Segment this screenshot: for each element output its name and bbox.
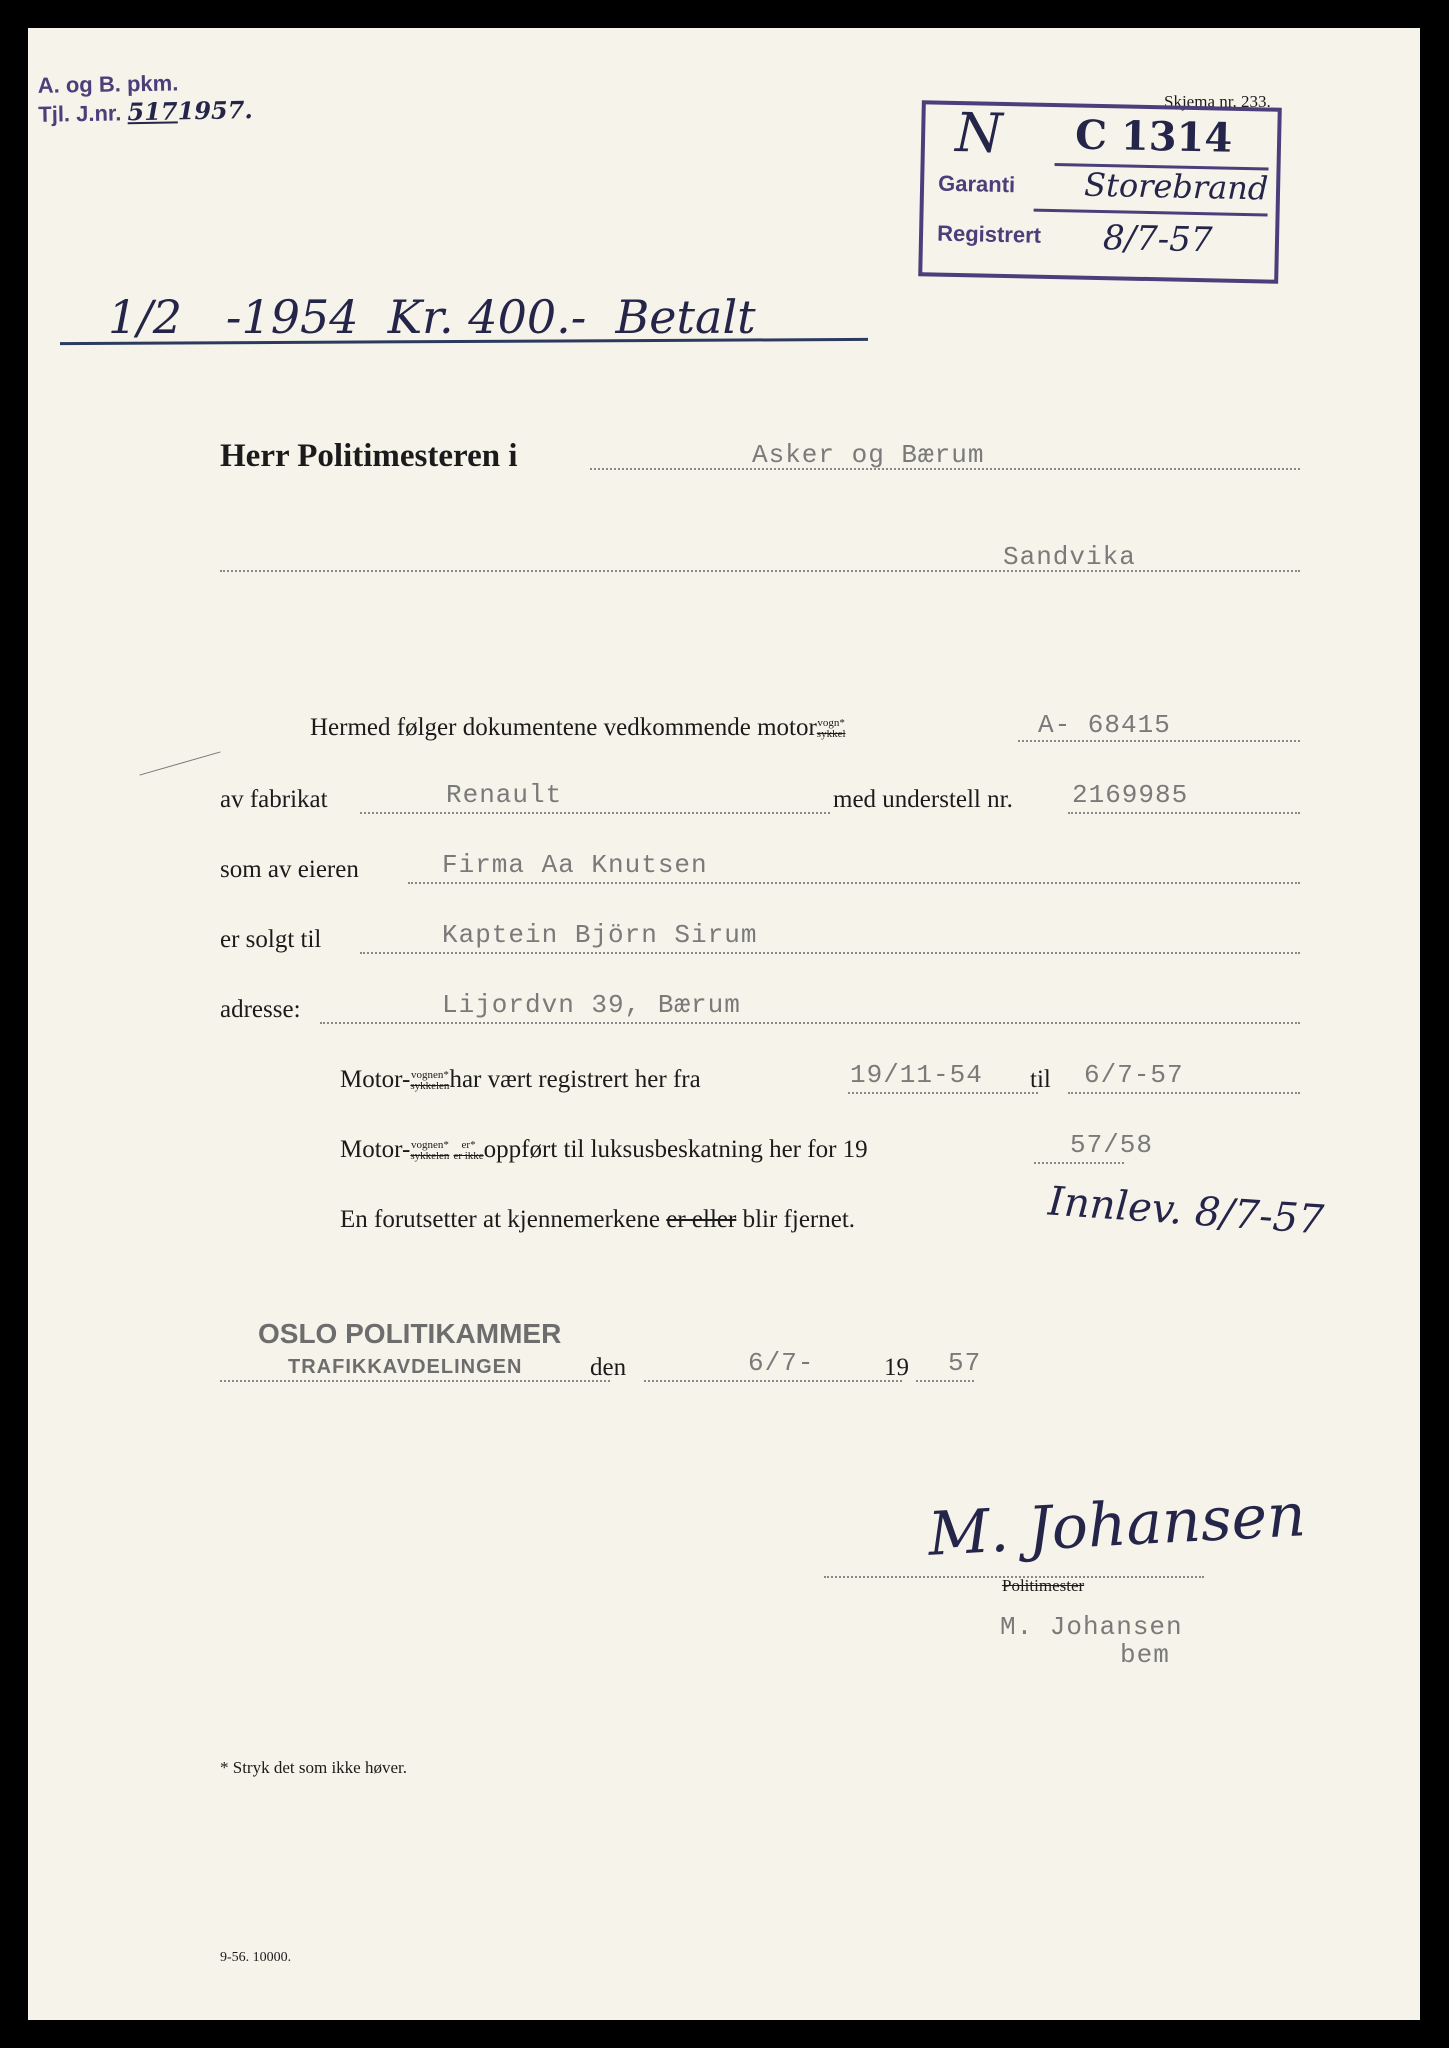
fabrikat-label: av fabrikat	[220, 786, 328, 813]
lux-sup-1: vognen*	[410, 1139, 449, 1152]
lux-year-value: 57/58	[1070, 1130, 1154, 1160]
stamp-number: C 1314	[1074, 111, 1233, 162]
lux-struck-2: er ikke	[453, 1150, 484, 1163]
margin-mark	[139, 751, 220, 775]
stamp-line2	[38, 96, 253, 129]
form-number: Skjema nr. 233.	[1164, 92, 1271, 111]
lux-options-2	[453, 1140, 483, 1162]
reg-number-value: A- 68415	[1038, 710, 1171, 740]
addressee-label: Herr Politimesteren i	[220, 438, 518, 474]
form-page	[28, 28, 1420, 2020]
reg-period-struck: sykkelen	[410, 1080, 450, 1093]
registrert-label: Registrert	[936, 220, 1042, 248]
registrert-value: 8/7-57	[1102, 218, 1213, 261]
sold-label: er solgt til	[220, 926, 322, 953]
signature-handwritten: M. Johansen	[926, 1480, 1308, 1570]
reg-to-line	[1068, 1092, 1300, 1094]
registration-period-text	[340, 1066, 701, 1094]
reg-period-options	[410, 1070, 449, 1092]
footnote: * Stryk det som ikke høver.	[220, 1758, 407, 1777]
stamp-line2-number: 517	[127, 96, 178, 127]
lux-text: oppført til luksusbeskatning her for 19	[483, 1136, 868, 1163]
reg-from-value: 19/11-54	[850, 1060, 983, 1090]
plates-handwritten: Innlev. 8/7-57	[1046, 1178, 1326, 1244]
lux-sup-2: er*	[461, 1139, 476, 1152]
office-stamp-line2: TRAFIKKAVDELINGEN	[288, 1356, 523, 1378]
reg-period-sup: vognen*	[410, 1069, 449, 1082]
plates-text2: blir fjernet.	[742, 1206, 856, 1233]
fabrikat-value: Renault	[446, 780, 563, 810]
fabrikat-line	[360, 812, 830, 814]
addressee-city: Sandvika	[1003, 542, 1136, 572]
stamp-divider-2	[1034, 209, 1268, 217]
reg-number-line	[1018, 740, 1300, 742]
date-den-label: den	[590, 1354, 627, 1381]
date-year-value: 57	[948, 1348, 982, 1378]
addressee-line2	[220, 570, 1300, 572]
office-line	[220, 1380, 610, 1382]
reg-til-label: til	[1030, 1066, 1051, 1093]
understell-value: 2169985	[1072, 780, 1189, 810]
sold-line	[360, 952, 1300, 954]
addressee-value: Asker og Bærum	[752, 440, 985, 470]
vehicle-intro-struck: sykkel	[816, 728, 846, 741]
luxury-tax-text	[340, 1136, 868, 1164]
sold-value: Kaptein Björn Sirum	[442, 920, 758, 950]
date-day-line	[644, 1380, 902, 1382]
lux-struck-1: sykkelen	[410, 1150, 450, 1163]
lux-options-1	[410, 1140, 449, 1162]
stamp-mark: N	[954, 100, 1004, 165]
reg-period-text: har vært registrert her fra	[449, 1066, 701, 1093]
garanti-value: Storebrand	[1083, 165, 1269, 208]
owner-line	[408, 882, 1300, 884]
date-year-line	[916, 1380, 974, 1382]
understell-line	[1068, 812, 1300, 814]
vehicle-intro-sup: vogn*	[817, 717, 845, 730]
address-label: adresse:	[220, 996, 301, 1023]
signature-typed-title: bem	[1120, 1640, 1170, 1670]
handwritten-payment-note: 1/2 -1954 Kr. 400.- Betalt	[108, 290, 756, 344]
reg-from-line	[848, 1092, 1038, 1094]
stamp-line2-year: 1957.	[177, 95, 253, 126]
stamp-line2-prefix: Tjl. J.nr.	[38, 100, 122, 127]
owner-value: Firma Aa Knutsen	[442, 850, 708, 880]
understell-label: med understell nr.	[833, 786, 1013, 813]
lux-prefix: Motor-	[340, 1136, 411, 1163]
plates-struck: er eller	[666, 1206, 737, 1233]
registration-stamp	[918, 100, 1282, 284]
signature-typed-name: M. Johansen	[1000, 1612, 1183, 1642]
reg-period-prefix: Motor-	[340, 1066, 411, 1093]
plates-text	[340, 1206, 855, 1234]
owner-label: som av eieren	[220, 856, 359, 883]
lux-year-line	[1034, 1162, 1124, 1164]
vehicle-intro	[310, 714, 846, 742]
address-line	[320, 1022, 1300, 1024]
vehicle-intro-options	[817, 718, 846, 740]
vehicle-intro-text: Hermed følger dokumentene vedkommende motor	[310, 714, 817, 741]
plates-text1: En forutsetter at kjennemerkene	[340, 1206, 660, 1233]
reg-to-value: 6/7-57	[1084, 1060, 1184, 1090]
stamp-line1: A. og B. pkm.	[37, 70, 179, 98]
office-stamp-line1: OSLO POLITIKAMMER	[258, 1318, 562, 1349]
address-value: Lijordvn 39, Bærum	[442, 990, 741, 1020]
date-day-value: 6/7-	[748, 1348, 815, 1378]
date-century: 19	[884, 1354, 909, 1381]
print-code: 9-56. 10000.	[220, 1950, 292, 1965]
office-stamp-topleft	[38, 68, 253, 129]
garanti-label: Garanti	[937, 170, 1016, 198]
signature-struck-title: Politimester	[1002, 1576, 1085, 1595]
